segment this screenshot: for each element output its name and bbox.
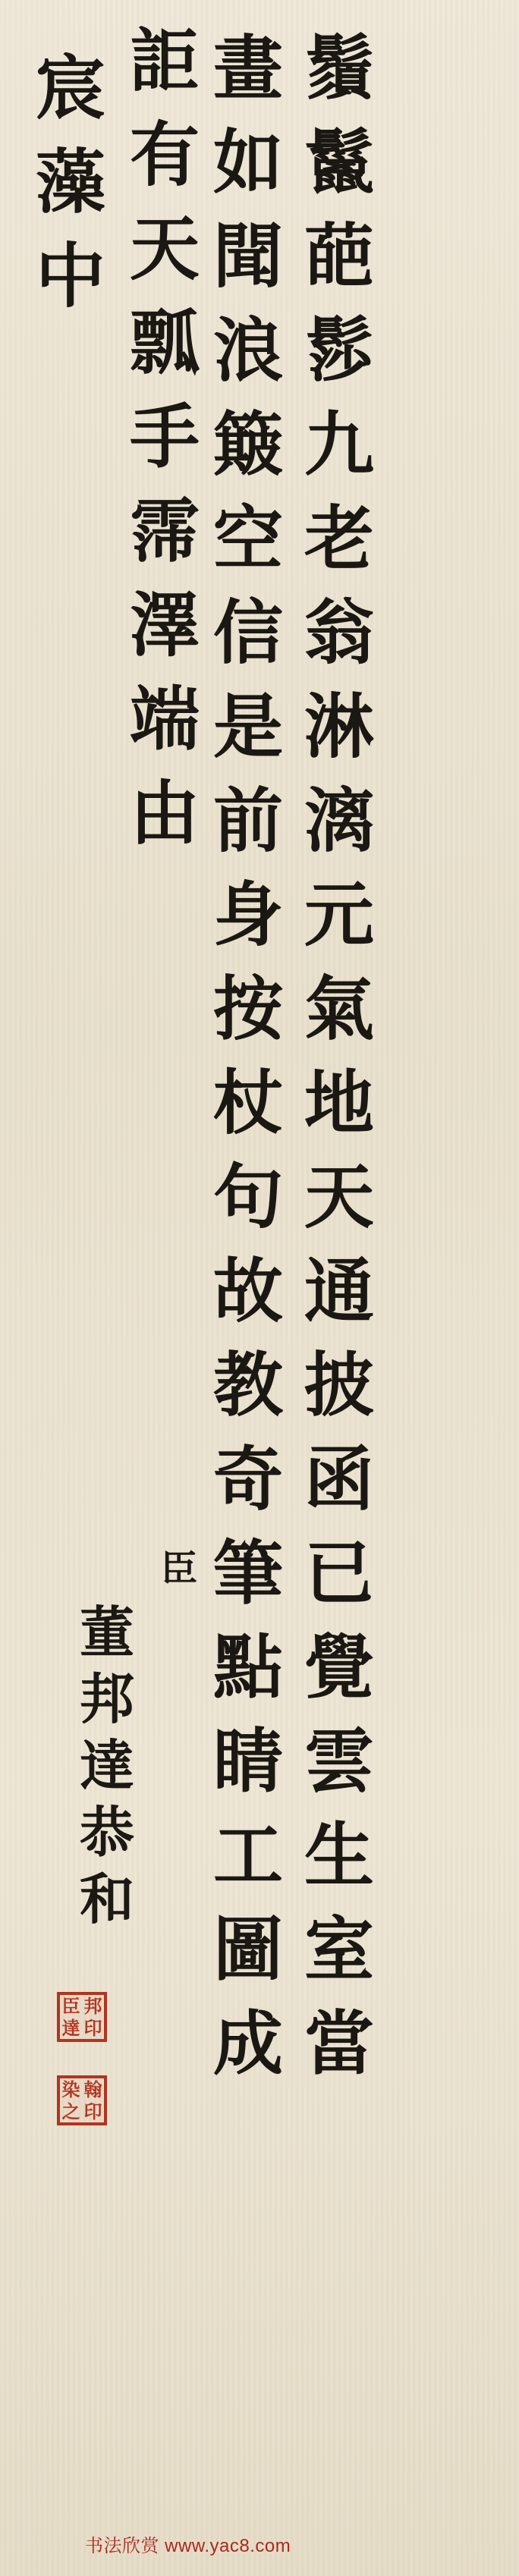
signature-block — [59, 1547, 219, 1942]
poem-character: 氣 — [304, 968, 374, 1050]
poem-character: 室 — [304, 1908, 374, 1990]
seal-character: 達 — [61, 2017, 80, 2039]
seal-character: 印 — [83, 2100, 102, 2122]
poem-character: 句 — [212, 1156, 283, 1238]
poem-character: 澤 — [129, 584, 200, 666]
poem-character: 教 — [212, 1344, 283, 1426]
poem-character: 漓 — [304, 780, 374, 862]
poem-character: 手 — [129, 396, 200, 478]
poem-character: 當 — [304, 2003, 374, 2084]
poem-character: 詎 — [129, 20, 200, 102]
poem-character: 藻 — [35, 141, 105, 223]
seal-group — [57, 1992, 118, 2159]
poem-character: 故 — [212, 1250, 283, 1332]
poem-character: 浪 — [212, 309, 283, 391]
seal-character: 翰 — [83, 2078, 102, 2100]
poem-character: 葩 — [304, 215, 374, 297]
poem-character: 畫 — [212, 27, 283, 109]
signature-name — [65, 1602, 149, 1930]
poem-character: 宸 — [35, 47, 105, 129]
poem-character: 鬚 — [304, 27, 374, 109]
poem-character: 已 — [304, 1532, 374, 1614]
poem-character: 簸 — [212, 404, 283, 485]
signature-character: 和 — [79, 1867, 134, 1931]
poem-character: 九 — [304, 404, 374, 485]
poem-column-4 — [29, 47, 112, 317]
poem-character: 是 — [212, 686, 283, 768]
poem-character: 披 — [304, 1344, 374, 1426]
poem-character: 睛 — [212, 1720, 283, 1802]
signature-character: 恭 — [79, 1800, 134, 1864]
seal-character: 邦 — [83, 1995, 102, 2017]
poem-character: 髿 — [304, 309, 374, 391]
poem-character: 有 — [129, 114, 200, 196]
seal-character: 臣 — [61, 1995, 80, 2017]
poem-character: 成 — [212, 2003, 283, 2084]
seal-character: 印 — [83, 2017, 102, 2039]
seal-stamp-2 — [57, 2075, 107, 2125]
signature-character: 董 — [79, 1600, 134, 1664]
poem-character: 前 — [212, 780, 283, 862]
poem-character: 生 — [304, 1814, 374, 1896]
poem-character: 雲 — [304, 1720, 374, 1802]
poem-character: 覺 — [304, 1626, 374, 1708]
signature-minister-character: 臣 — [160, 1547, 197, 1590]
poem-character: 點 — [212, 1626, 283, 1708]
poem-character: 地 — [304, 1062, 374, 1144]
poem-character: 中 — [35, 235, 105, 317]
poem-column-1 — [297, 27, 381, 2084]
poem-character: 工 — [212, 1814, 283, 1896]
poem-character: 瓢 — [129, 302, 200, 384]
poem-character: 由 — [129, 772, 200, 854]
watermark-text: 书法欣赏 www.yac8.com — [85, 2536, 291, 2556]
poem-character: 按 — [212, 968, 283, 1050]
poem-character: 信 — [212, 592, 283, 674]
seal-character: 之 — [61, 2100, 80, 2122]
poem-character: 翁 — [304, 592, 374, 674]
poem-character: 杖 — [212, 1062, 283, 1144]
poem-character: 筆 — [212, 1532, 283, 1614]
poem-character: 老 — [304, 498, 374, 580]
signature-character: 達 — [79, 1733, 134, 1798]
poem-character: 身 — [212, 874, 283, 956]
signature-character: 邦 — [79, 1667, 134, 1731]
poem-character: 天 — [304, 1156, 374, 1238]
poem-column-2 — [206, 27, 290, 2084]
poem-character: 霈 — [129, 490, 200, 572]
poem-character: 鬣 — [304, 121, 374, 203]
poem-character: 天 — [129, 208, 200, 290]
poem-character: 聞 — [212, 215, 283, 297]
poem-character: 淋 — [304, 686, 374, 768]
poem-column-3 — [123, 20, 206, 854]
poem-character: 如 — [212, 121, 283, 203]
poem-character: 函 — [304, 1438, 374, 1520]
poem-character: 奇 — [212, 1438, 283, 1520]
poem-character: 端 — [129, 678, 200, 760]
seal-stamp-1 — [57, 1992, 107, 2042]
poem-character: 通 — [304, 1250, 374, 1332]
seal-character: 染 — [61, 2078, 80, 2100]
poem-character: 元 — [304, 874, 374, 956]
poem-character: 空 — [212, 498, 283, 580]
poem-character: 圖 — [212, 1908, 283, 1990]
